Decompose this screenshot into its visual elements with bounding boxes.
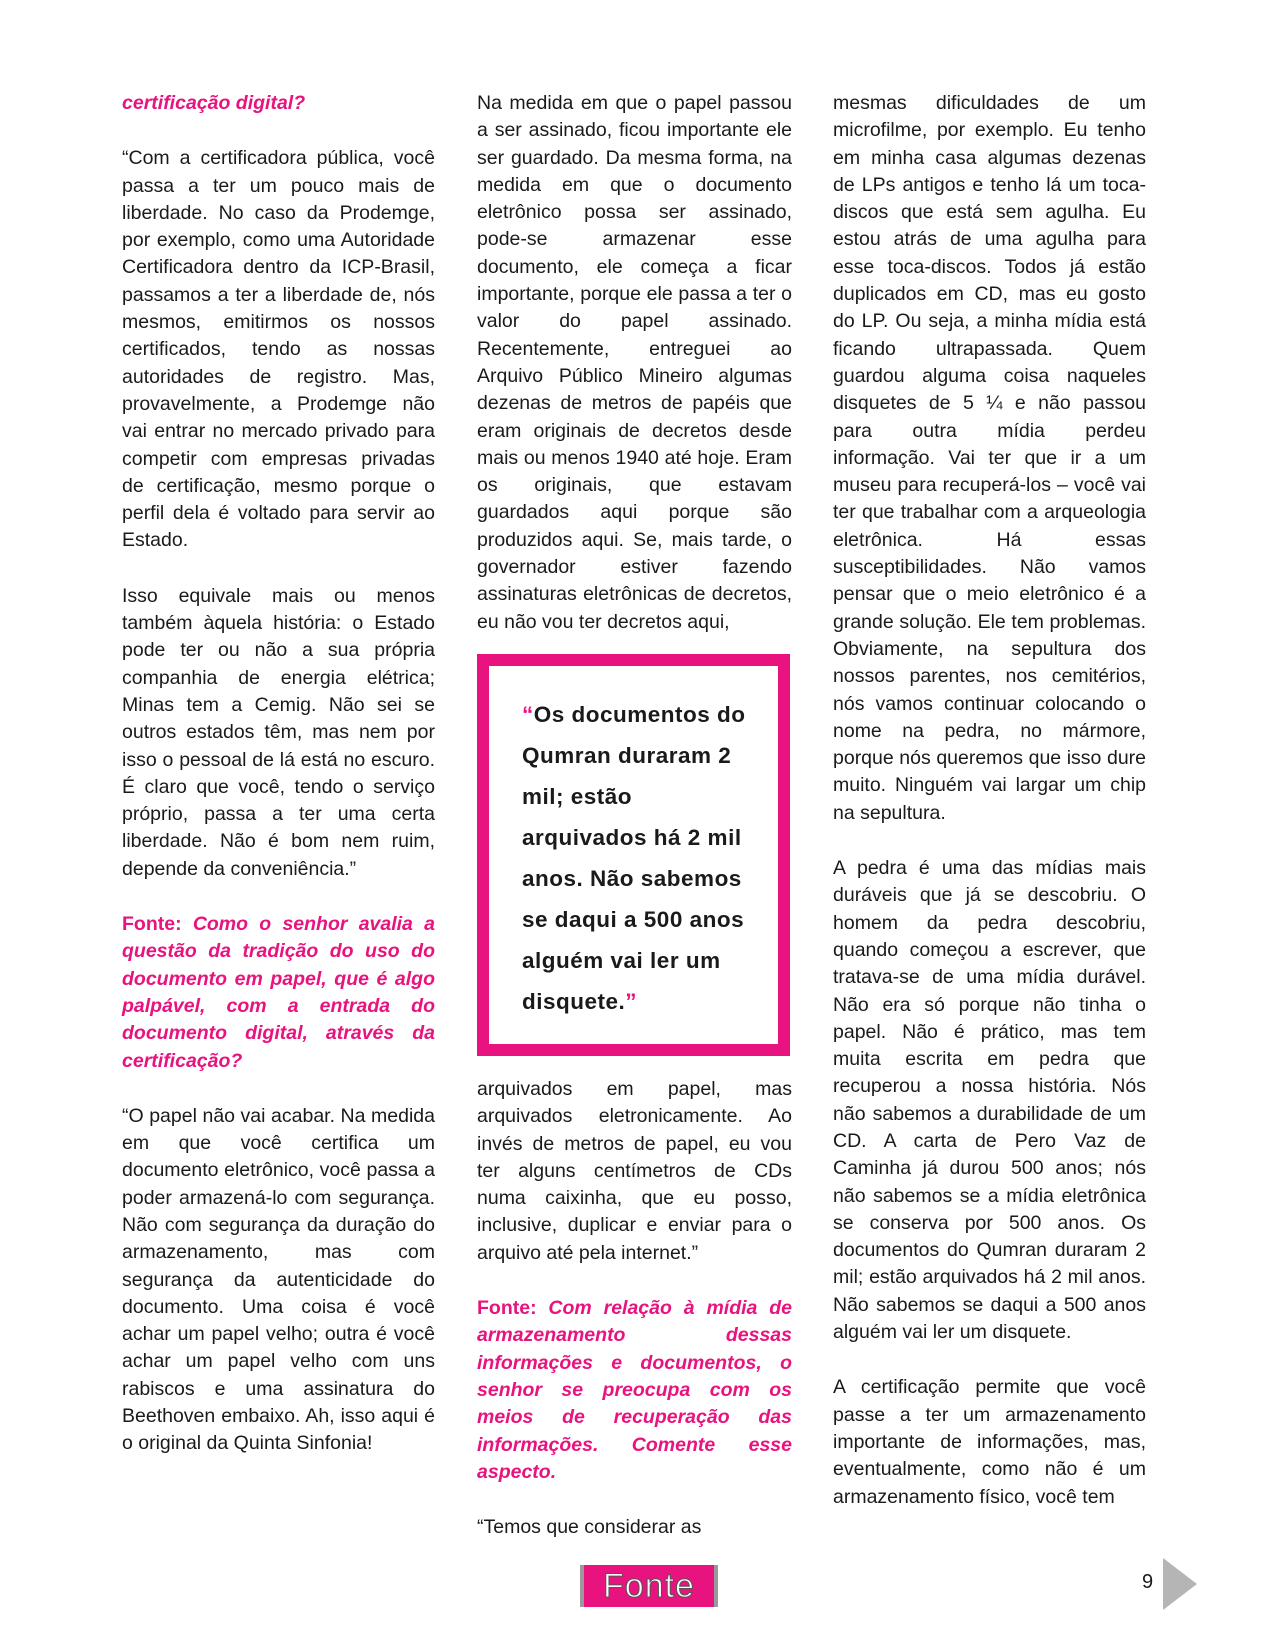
next-page-arrow-icon [1163, 1558, 1197, 1610]
question-3-text: Com relação à mídia de armazenamento dessas informações e documentos, o senhor se preocupa com os meios de recuperação das informações. Comente esse aspecto. [477, 1297, 792, 1483]
question-2 [122, 911, 435, 1075]
answer-2-continued: Na medida em que o papel passou a ser assinado, ficou importante ele ser guardado. Da mesma forma, na medida em que o documento eletrônico possa ser assinado, pode-se armazenar esse documento, ele começa a ficar importante, porque ele passa a ter o valor do papel assinado. Recentemente, entreguei ao Arquivo Público Mineiro algumas dezenas de metros de papéis que eram originais de decretos desde mais ou menos 1940 até hoje. Eram os originais, que estavam guardados aqui porque são produzidos aqui. Se, mais tarde, o governador estiver fazendo assinaturas eletrônicas de decretos, eu não vou ter decretos aqui, [477, 92, 792, 633]
column-2 [477, 90, 792, 1541]
answer-3-paragraph-1: mesmas dificuldades de um microfilme, por exemplo. Eu tenho em minha casa algumas dezenas de LPs antigos e tenho lá um toca-discos que está sem agulha. Eu estou atrás de uma agulha para esse toca-discos. Todos já estão duplicados em CD, mas eu gosto do LP. Ou seja, a minha mídia está ficando ultrapassada. Quem guardou alguma coisa naqueles disquetes de 5 ¼ e não passou para outra mídia perdeu informação. Vai ter que ir a um museu para recuperá-los – você vai ter que trabalhar com a arqueologia eletrônica. Há essas susceptibilidades. Não vamos pensar que o meio eletrônico é a grande solução. Ele tem problemas. Obviamente, na sepultura dos nossos parentes, nos cemitérios, nós vamos continuar colocando o nome na pedra, no mármore, porque nós queremos que isso dure muito. Ninguém vai largar um chip na sepultura. [833, 92, 1146, 824]
answer-3-paragraph-3: A certificação permite que você passe a ter um armazenamento importante de informações, mas, eventualmente, como não é um armazenamento físico, você tem [833, 1376, 1146, 1508]
page-number: 9 [1142, 1571, 1154, 1593]
answer-2-end: arquivados em papel, mas arquivados eletronicamente. Ao invés de metros de papel, eu vou ter alguns centímetros de CDs numa caixinha, que eu posso, inclusive, duplicar e enviar para o arquivo até pela internet.” [477, 1077, 792, 1264]
answer-1-paragraph-2: Isso equivale mais ou menos também àquela história: o Estado pode ter ou não a sua própria companhia de energia elétrica; Minas tem a Cemig. Não sei se outros estados têm, mas nem por isso o pessoal de lá está no escuro. É claro que você, tendo o serviço próprio, passa a ter uma certa liberdade. Não é bom nem ruim, depende da conveniência.” [122, 584, 435, 880]
answer-2: “O papel não vai acabar. Na medida em que você certifica um documento eletrônico, você passa a poder armazená-lo com segurança. Não com segurança da duração do armazenamento, mas com segurança da autenticidade do documento. Uma coisa é você achar um papel velho; outra é você achar um papel velho com uns rabiscos e uma assinatura do Beethoven embaixo. Ah, isso aqui é o original da Quinta Sinfonia! [122, 1104, 435, 1455]
column-1 [122, 90, 435, 1458]
question-2-text: Como o senhor avalia a questão da tradição do uso do documento em papel, que é algo palpável, com a entrada do documento digital, através da certificação? [122, 913, 435, 1072]
question-3-label: Fonte: [477, 1297, 537, 1320]
question-2-label: Fonte: [122, 913, 182, 936]
fonte-logo: Fonte [580, 1565, 718, 1607]
pull-quote-open-mark: “ [522, 701, 534, 727]
answer-3-paragraph-2: A pedra é uma das mídias mais duráveis que já se descobriu. O homem da pedra descobriu, quando começou a escrever, que tratava-se de uma mídia durável. Não era só porque não tinha o papel. Não é prático, mas tem muita escrita em pedra que recuperou a nossa história. Nós não sabemos a durabilidade de um CD. A carta de Pero Vaz de Caminha já durou 500 anos; nós não sabemos se a mídia eletrônica se conserva por 500 anos. Os documentos do Qumran duraram 2 mil; estão arquivados há 2 mil anos. Não sabemos se daqui a 500 anos alguém vai ler um disquete. [833, 857, 1146, 1344]
answer-3-start: “Temos que considerar as [477, 1516, 702, 1539]
pull-quote-text: Os documentos do Qumran duraram 2 mil; estão arquivados há 2 mil anos. Não sabemos se daqui a 500 anos alguém vai ler um disquete. [522, 701, 746, 1014]
question-1-end: certificação digital? [122, 92, 306, 114]
pull-quote-box [477, 654, 790, 1056]
pull-quote-close-mark: ” [625, 988, 638, 1014]
column-3 [833, 90, 1146, 1511]
answer-1-paragraph-1: “Com a certificadora pública, você passa a ter um pouco mais de liberdade. No caso da Prodemge, por exemplo, como uma Autoridade Certificadora dentro da ICP-Brasil, passamos a ter a liberdade de, nós mesmos, emitirmos os nossos certificados, tendo as nossas autoridades de registro. Mas, provavelmente, a Prodemge não vai entrar no mercado privado para competir com empresas privadas de certificação, mesmo porque o perfil dela é voltado para servir ao Estado. [122, 147, 435, 552]
question-3 [477, 1295, 792, 1486]
